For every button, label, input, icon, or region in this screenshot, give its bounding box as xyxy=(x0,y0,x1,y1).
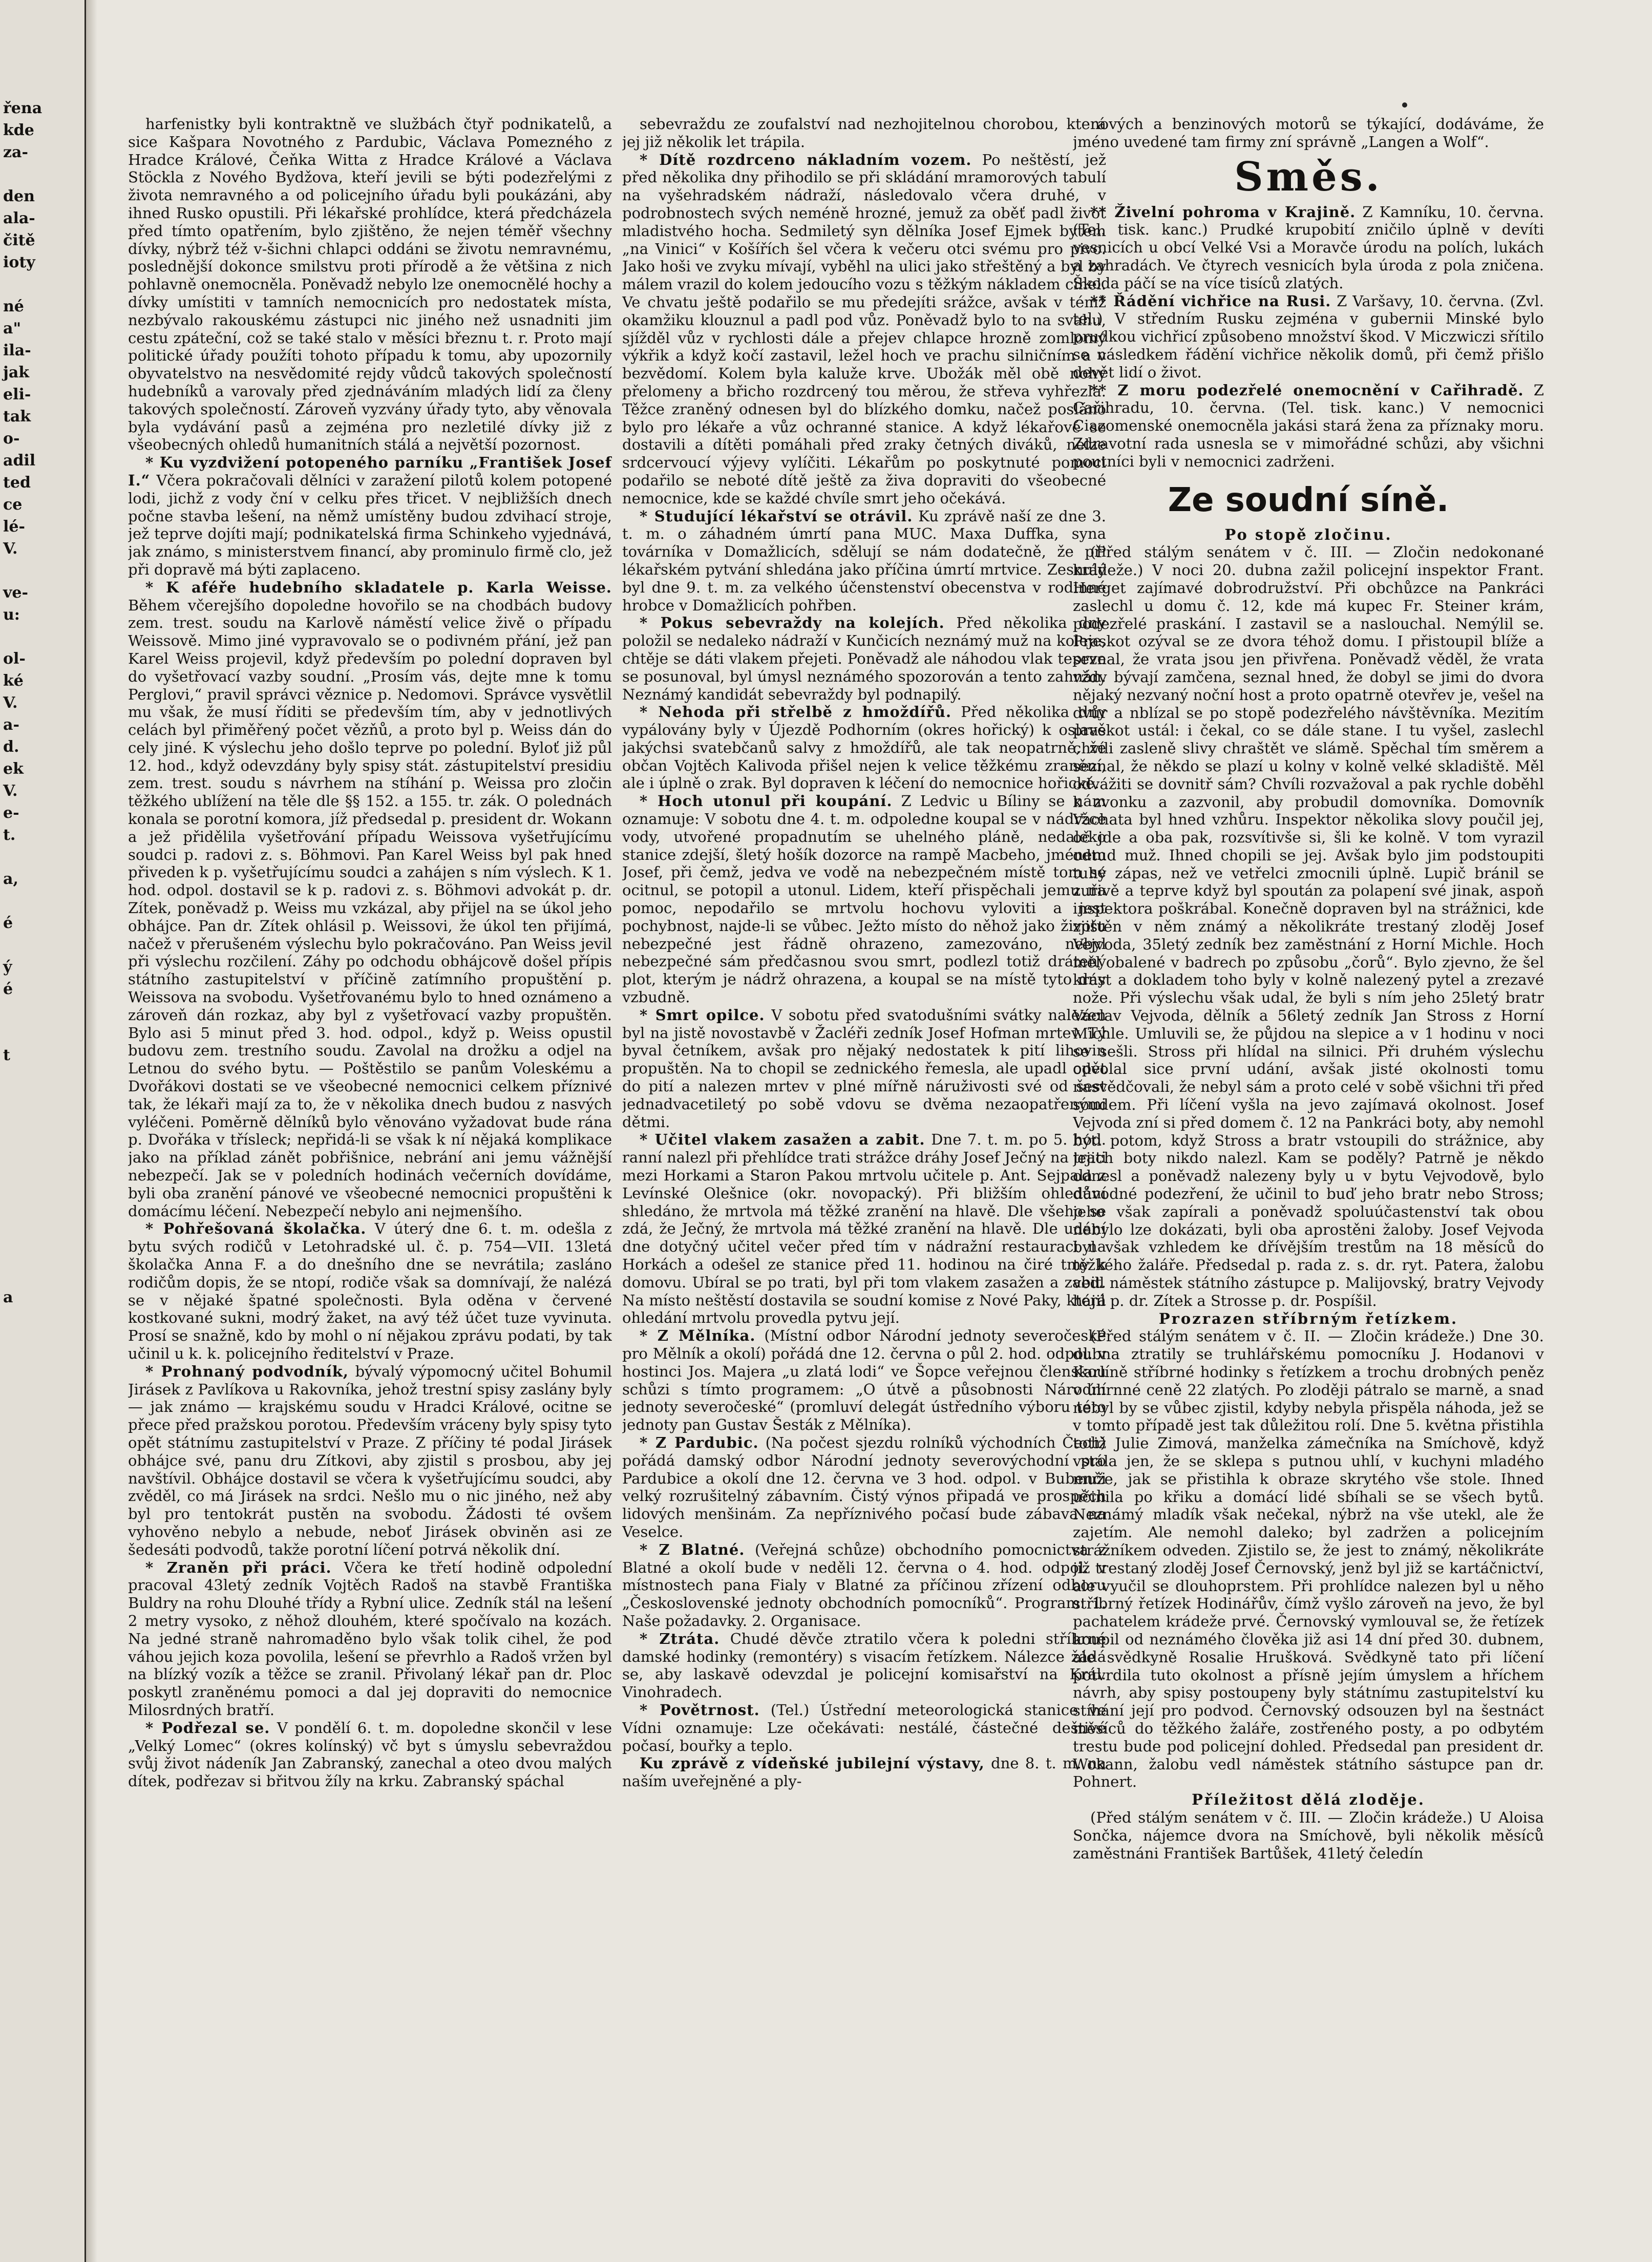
article-text: Včera pokračovali dělníci v zaražení pilotů kolem potopené lodi, jichž z vody ční v celku přes třicet. V nejbližších dnech počne stavba lešení, na němž umístěny budou zdvihací stroje, jež teprve dojíti mají; podnikatelská firma Schinkeho vyjednává, jak známo, s ministerstvem financí, aby prominulo firmě clo, jež při dopravě má býti zaplaceno. xyxy=(128,471,612,578)
article-text: Během včerejšího dopoledne hovořilo se na chodbách budovy zem. trest. soudu na Karlově náměstí velice živě o případu Weissově. Mimo jiné vypravovalo se o podivném přání, jež pan Karel Weiss projevil, když především po polední dopraven byl do vyšetřovací vazby soudní. „Prosím vás, dejte mne k tomu Perglovi,“ pravil správci věznice p. Nedomovi. Správce vysvětlil mu však, že musí říditi se především tím, aby v jednotlivých celách byl přiměřený počet vězňů, a proto byl p. Weiss dán do cely jiné. K výslechu jeho došlo teprve po polední. Byloť již půl 12. hod., když odevzdány byly spisy stát. zástupitelství presidiu zem. trest. soudu s návrhem na stíhání p. Weissa pro zločin těžkého ublížení na těle dle §§ 152. a 155. tr. zák. O polednách konala se porotní komora, jíž předsedal p. president dr. Wokann a jež přidělila vyšetřování případu Weissova vyšetřujícímu soudci p. radovi z. s. Böhmovi. Pan Karel Weiss byl pak hned přiveden k p. vyšetřujícímu soudci a zahájen s ním výslech. K 1. hod. odpol. dostavil se k p. radovi z. s. Böhmovi advokát p. dr. Zítek, poněvadž p. Weiss mu vzkázal, aby přijel na se úkol jeho obhájce. Pan dr. Zítek ohlásil p. Weissovi, že úkol ten přijímá, načež v přerušeném výslechu bylo pokračováno. Pan Weiss jevil při výslechu rozčilení. Záhy po odchodu obhájcově došel přípis státního zastupitelství v příčině zatímního propuštění p. Weissova na svobodu. Vyšetřovanému bylo to hned oznámeno a zároveň dán rozkaz, aby byl z vyšetřovací vazby propuštěn. Bylo asi 5 minut před 3. hod. odpol., když p. Weiss opustil budovu zem. trestního soudu. Zavolal na drožku a odjel na Letnou do svého bytu. — Poštěstilo se panům Voleskému a Dvořákovi dostati se ve všeobecné nemocnici celkem příznivé tak, že lékaři mají za to, že v několika dnech budou z nasvých vyléčeni. Poměrně dělníků bylo věnováno vyžadovat bude rána p. Dvořáka v třísleck; nepřidá-li se však k ní nějaká komplikace jako na příklad zánět pobřišnice, nebrání ani jemu vážnější nebezpečí. Jak se v poledních hodinách večerních dovídáme, byli oba zranění pánové ve všeobecné nemocnici propuštěni k domácímu léčení. Nebezpečí nebylo ani nejmenšího. xyxy=(128,596,612,1220)
article-text: (Před stálým senátem v č. III. — Zločin krádeže.) U Aloisa Sončka, nájemce dvora na Smíchově, byli několik měsíců zaměstnáni František Bartůšek, 41letý čeledín xyxy=(1073,1808,1544,1862)
article-text: Před několika dny položil se nedaleko nádraží v Kunčicích neznámý muž na koleje, chtěje se dáti vlakem přejeti. Poněvadž ale náhodou vlak teprve se posunoval, byl úmysl neznámého spozorován a tento zahnán. Neznámý kandidát sebevraždy byl podnapilý. xyxy=(622,614,1106,703)
article-paragraph xyxy=(622,1327,1106,1434)
article-headline: * Z Blatné. xyxy=(640,1540,745,1558)
article-text: Z Varšavy, 10. června. (Zvl. tel.) V středním Rusku zejména v gubernii Minské bylo prudkou vichřicí způsobeno množství škod. V Miczwiczi sřítilo se následkem řádění vichřice několik domů, při čemž přišlo devět lidí o život. xyxy=(1073,292,1544,381)
article-text: Po neštěstí, jež před několika dny přihodilo se při skládání mramorových tabulí na vyšehradském nádraží, následovalo včera druhé, v podrobnostech svých neméně hrozné, jemuž za oběť padl život mladistvého hocha. Sedmiletý syn dělníka Josef Ejmek bytem „na Vinici“ v Košířích šel včera k večeru otci svému pro pivo. Jako hoši ve zvyku mívají, vyběhl na ulici jako střeštěný a byl by málem vrazil do kolem jedoucího vozu s těžkým nákladem cihel. Ve chvatu ještě podařilo se mu předejíti srážce, avšak v témž okamžiku klouznul a padl pod vůz. Poněvadž bylo to na svahu, sjížděl vůz v rychlosti dále a přejev chlapce hrozně zomlomý výkřik a když kočí zastavil, ležel hoch ve prachu silničním a v bezvědomí. Kolem byla kaluže krve. Ubožák měl obě nohy přelomeny a břicho rozdrcený tou měrou, že střeva vyhřezla. Těžce zraněný odnesen byl do blízkého domku, načež posláno bylo pro lékaře a vůz ochranné stanice. A když lékařové se dostavili a dítěti pomáhali před zraky četných diváků, nelze srdcervoucí výjevy vylíčiti. Lékařům po poskytnuté pomoci podařilo se neboté dítě ještě za živa dopraviti do všeobecné nemocnice, kde se každé chvíle smrt jeho očekává. xyxy=(622,151,1106,507)
article-headline: * Pohřešovaná školačka. xyxy=(145,1220,367,1238)
article-paragraph xyxy=(622,1541,1106,1630)
article-text: Ku zprávě naší ze dne 3. t. m. o záhadném úmrtí pana MUC. Maxa Duffka, syna továrníka v Domažlicích, sdělují se nám dodatečně, že při lékařském pytvání shledána jako příčina úmrtí mrtvice. Zesnulý byl dne 9. t. m. za velkého účenstenství obecenstva v rodinné hrobce v Domažlicích pohřben. xyxy=(622,507,1106,614)
strip-word: řena xyxy=(3,99,43,117)
article-headline: * Studující lékařství se otrávil. xyxy=(640,507,913,525)
article-paragraph xyxy=(128,1719,612,1790)
article-paragraph xyxy=(128,1559,612,1719)
article-text: (Místní odbor Národní jednoty severočeské pro Mělník a okolí) pořádá dne 12. června o půl 2. hod. odpol. v hostinci Jos. Majera „u zlatá lodi“ ve Šopce veřejnou členskou schůzi s tímto programem: „O útvě a působnosti Národní jednoty severočeské“ (promluví delegát ústředního výboru této jednoty pan Gustav Šesták z Mělníka). xyxy=(622,1327,1106,1434)
article-text: V úterý dne 6. t. m. odešla z bytu svých rodičů v Letohradské ul. č. p. 754—VII. 13letá školačka Anna F. a do dnešního dne se nevrátila; zasláno rodičům dopis, že se ntopí, rodiče však sa domnívají, že nalézá se v nějaké špatné společnosti. Byla oděna v červené kostkované sukni, modrý žaket, na avý též účet tuze vyvinuta. Prosí se snažně, kdo by mohl o ní nějakou zprávu podati, by tak učinil u k. k. policejního ředitelství v Praze. xyxy=(128,1220,612,1362)
article-headline: * Podřezal se. xyxy=(145,1719,270,1737)
article-text: Dne 7. t. m. po 5. hod. ranní nalezl při přehlídce trati strážce dráhy Josef Ječný na trati mezi Horkami a Staron Pakou mrtvolu učitele p. Ant. Sejpala z Levínské Olešnice (okr. novopacký). Při bližším ohledání shledáno, že mrtvola má těžké zranění na hlavě. Dle všeho se zdá, že Ječný, že mrtvola má těžké zranění na hlavě. Dle udání dne dotyčný učitel večer před tím v nádražní restauraci na Horkách a odešel ze stanice před 11. hodinou na čiré tmy k domovu. Ubíral se po trati, byl při tom vlakem zasažen a zabit. Na místo neštěstí dostavila se soudní komise z Nové Paky, která ohledání mrtvolu provedla pytvu její. xyxy=(622,1131,1106,1327)
article-text: sebevraždu ze zoufalství nad nezhojitelnou chorobou, která jej již několik let trápila. xyxy=(622,115,1106,151)
article-text: Před několika dny vypálovány byly v Újezdě Podhorním (okres hořický) k oslavě jakýchsi svatebčanů salvy z hmoždířů, ale tak neopatrně, že občan Vojtěch Kalivoda přišel nejen k velice těžkému zranění, ale i úplně o zrak. Byl dopraven k léčení do nemocnice hořické. xyxy=(622,703,1106,792)
strip-word: e- xyxy=(3,804,19,822)
article-text: Chudé děvče ztratilo včera k poledni stříbrné damské hodinky (remontéry) s visacím řetízkem. Nálezce žádá se, aby laskavě odevzdal je policejní komisařství na Král. Vinohradech. xyxy=(622,1630,1106,1701)
article-text: Z Ledvic u Bíliny se nám oznamuje: V sobotu dne 4. t. m. odpoledne koupal se v nádržce vody, utvořené propadnutím se uhelného pláně, nedaleko stanice zdejší, šletý hošík dozorce na rampě Macbeho, jménem Josef, při čemž, jedva ve vodě na nebezpečném místě tom se ocitnul, se potopil a utonul. Lidem, kteří přispěchali jemu na pomoc, nepodařilo se mrtvolu hochovu vyloviti a jest pochybnost, najde-li se vůbec. Ježto místo do něhož jako životu nebezpečné jest řádně ohrazeno, zamezováno, nebyl nebezpečné sám předčasnou svou smrt, podlezl totiž drátený plot, kterým je nádrž ohrazena, a koupal se na místě tyto dny vzbudně. xyxy=(622,792,1106,1006)
article-headline: * Z Pardubic. xyxy=(640,1433,759,1451)
article-headline: ** Z moru podezřelé onemocnění v Cařihradě. xyxy=(1090,381,1524,399)
article-paragraph xyxy=(622,151,1106,508)
strip-word: den xyxy=(3,187,35,205)
strip-word: V. xyxy=(3,540,18,558)
strip-word: ioty xyxy=(3,253,35,271)
section-heading-smes: Směs. xyxy=(1234,153,1383,200)
article-text: V pondělí 6. t. m. dopoledne skončil v lese „Velký Lomec“ (okres kolínský) vč byt s úmyslu sebevraždou svůj život nádeník Jan Zabranský, zanechal a oteo dvou malých dítek, podřezav si břitvou žíly na krku. Zabranský spáchal xyxy=(128,1719,612,1790)
article-headline: * Z Mělníka. xyxy=(640,1327,756,1345)
court-case-heading: Příležitost dělá zloděje. xyxy=(1192,1791,1425,1809)
strip-word: V. xyxy=(3,694,18,712)
strip-word: ké xyxy=(3,672,24,690)
strip-word: d. xyxy=(3,738,19,756)
strip-word: né xyxy=(3,298,24,315)
article-paragraph xyxy=(1073,115,1544,151)
article-headline: Ku zprávě z vídeňské jubilejní výstavy, xyxy=(640,1754,985,1772)
article-paragraph xyxy=(622,792,1106,1006)
article-paragraph xyxy=(1073,1809,1544,1862)
article-text: Z Cařihradu, 10. června. (Tel. tisk. kanc.) V nemocnici Ciazomenské onemocněla jakási stará žena za příznaky moru. Zdravotní rada usnesla se v mimořádné schůzi, aby všichni poutníci byli v nemocnici zadrženi. xyxy=(1073,381,1544,470)
strip-word: ila- xyxy=(3,342,31,360)
strip-word: t. xyxy=(3,826,16,844)
article-paragraph xyxy=(622,1006,1106,1131)
strip-word: ala- xyxy=(3,209,35,227)
section-heading-court: Ze soudní síně. xyxy=(1168,481,1449,519)
strip-word: a xyxy=(3,1288,13,1306)
article-headline: * Smrt opilce. xyxy=(640,1006,765,1024)
article-text: Včera ke třetí hodině odpolední pracoval 43letý zedník Vojtěch Radoš na stavbě Františka Buldry na rohu Dlouhé třídy a Rybní ulice. Zedník stál na lešení 2 metry vysoko, z něhož dlouhém, které spočívalo na kozách. Na jedné straně nahromaděno bylo však tolik cihel, že pod váhou jejich koza povolila, lešení se převrhlo a Radoš vržen byl na blízký vozík a těžce se zranil. Přivolaný lékař pan dr. Ploc poskytl zraněnému pomoci a dal jej dopraviti do nemocnice Milosrdných bratří. xyxy=(128,1558,612,1719)
article-headline: * Hoch utonul při koupání. xyxy=(640,792,893,810)
article-paragraph xyxy=(128,1220,612,1362)
strip-word: ý xyxy=(3,958,12,976)
ink-dot xyxy=(1402,102,1407,108)
article-text: bývalý výpomocný učitel Bohumil Jirásek z Pavlíkova u Rakovníka, jehož trestní spisy zaslány byly — jak známo — krajskému soudu v Hradci Králové, ocitne se přece před pražskou porotou. Především vráceny byly spisy tyto opět státnímu zastupitelství v Praze. Z příčiny té podal Jirásek obhájce své, panu dru Zítkovi, aby zjistil s prosbou, aby jej navštívil. Obhájce dostavil se včera k vyšetřujícímu soudci, aby zvěděl, co má Jirásek na srdci. Nešlo mu o nic jiného, než aby byl pro tentokrát pustěn na svobodu. Žádosti té ovšem vyhověno nebylo a nebude, neboť Jirásek obviněn asi ze šedesáti podvodů, takže porotní líčení potrvá několik dní. xyxy=(128,1362,612,1558)
strip-word: t xyxy=(3,1046,10,1064)
strip-word: čitě xyxy=(3,231,35,249)
court-case-heading: Prozrazen stříbrným řetízkem. xyxy=(1158,1309,1458,1327)
article-paragraph xyxy=(622,614,1106,703)
article-paragraph xyxy=(622,1434,1106,1541)
article-headline: * Nehoda při střelbě z hmoždířů. xyxy=(640,703,952,721)
article-headline: * K aféře hudebního skladatele p. Karla Weisse. xyxy=(145,578,612,596)
strip-word: u: xyxy=(3,606,20,624)
article-text: Z Kamníku, 10. června. (Tel. tisk. kanc.) Prudké krupobití zničilo úplně v devíti vesnicích u obcí Velké Vsi a Moravče úrodu na polích, lukách a zahradách. Ve čtyrech vesnicích byla úroda z pola zničena. Škoda páčí se na více tisíců zlatých. xyxy=(1073,203,1544,292)
article-paragraph xyxy=(1073,543,1544,1309)
article-paragraph xyxy=(128,1363,612,1559)
column-2 xyxy=(622,115,1106,2253)
article-headline: ** Živelní pohroma v Krajině. xyxy=(1090,203,1356,221)
article-headline: ** Řádění vichřice na Rusi. xyxy=(1090,292,1331,310)
article-paragraph xyxy=(622,115,1106,151)
article-text: nových a benzinových motorů se týkající, dodáváme, že jméno uvedené tam firmy zní správně „Langen a Wolf“. xyxy=(1073,115,1544,151)
article-text: V sobotu před svatodušními svátky nalezen byl na jistě novostavbě v Žacléři zedník Josef Hofman mrtev. Tý byval četníkem, avšak pro nějaký nedostatek k pití lihovin propuštěn. Na to chopil se zednického řemesla, ale upadl opět do pití a nalezen mrtev v plné mířně náruživosti své od šest jednadvacetiletý po sobě vdovu se dvěma nezaopatřenými dětmi. xyxy=(622,1006,1106,1131)
previous-page-edge xyxy=(0,0,86,2262)
strip-word: lé- xyxy=(3,518,25,536)
strip-word: é xyxy=(3,914,13,932)
strip-word: ce xyxy=(3,496,23,514)
article-paragraph xyxy=(1073,203,1544,292)
article-paragraph xyxy=(1073,382,1544,471)
strip-word: kde xyxy=(3,121,34,139)
column-3 xyxy=(1073,115,1544,2253)
page-gutter xyxy=(86,0,97,2262)
strip-word: za- xyxy=(3,143,28,161)
article-headline: * Ku vyzdvižení potopeného parníku „František Josef I.“ xyxy=(128,454,612,489)
strip-word: ek xyxy=(3,760,24,778)
article-text: dne 8. t. m. na naším uveřejněné a ply- xyxy=(622,1754,1106,1790)
article-text: harfenistky byli kontraktně ve službách čtyř podnikatelů, a sice Kašpara Novotného z Pardubic, Václava Pomezného z Hradce Králové, Čeňka Witta z Hradce Králové a Václava Stöckla z Nového Bydžova, kteří jevili se býti podezřelými z života nemravného a od policejního úřadu byli poukázáni, aby ihned Rusko opustili. Při lékařské prohlídce, která předcházela před tímto opatřením, bylo zjištěno, že nejen téměř všechny dívky, nýbrž též v-šichni chlapci oddáni se životu nemravnému, poslednější dokonce smilstvu proti přírodě a že většina z nich pohlavně onemocněla. Poněvadž nebylo lze onemocnělé hochy a dívky umístiti v tamních nemocnicích pro nedostatek místa, nezbývalo rakouskému zástupci nic jiného než usnadniti jim cestu zpáteční, což se také stalo v měsíci březnu t. r. Proto mají politické úřady použíti tohoto případu k tomu, aby upozornily obyvatelstvo na nesvědomité rejdy vůdců takových společností hudebníků a varovaly před zjednáváním mladých lidí za členy takových společností. Zároveň vyzvány úřady tyto, aby věnovala byla vydávání pasů a zejména pro nezletilé dívky již z všeobecných ohledů humanitních stálá a největší pozornost. xyxy=(128,115,612,454)
article-paragraph xyxy=(622,508,1106,615)
strip-word: tak xyxy=(3,408,31,426)
article-text: (Na počest sjezdu rolníků východních Čech) pořádá damský odbor Národní jednoty severovýchodní pro Pardubice a okolí dne 12. června ve 3 hod. odpol. v Bubenči velký rozrušitelný zábavním. Čistý výnos připadá ve prospěch lidových menšinám. Za nepříznivého počasí bude zábava na Veselce. xyxy=(622,1433,1106,1540)
strip-word: o- xyxy=(3,430,20,448)
article-paragraph xyxy=(128,115,612,454)
article-headline: * Dítě rozdrceno nákladním vozem. xyxy=(640,151,972,168)
article-paragraph xyxy=(622,1630,1106,1701)
article-headline: * Prohnaný podvodník, xyxy=(145,1362,349,1380)
article-paragraph xyxy=(1073,292,1544,382)
article-headline: * Zraněn při práci. xyxy=(145,1558,332,1576)
court-case-heading: Po stopě zločinu. xyxy=(1224,525,1392,543)
strip-word: adil xyxy=(3,452,36,470)
strip-word: a- xyxy=(3,716,19,734)
article-text: (Před stálým senátem v č. II. — Zločin krádeže.) Dne 30. dubna ztratily se truhlářskému pomocníku J. Hodanovi v Karlíně stříbrné hodinky s řetízkem a trochu drobných peněz v úhrnné ceně 22 zlatých. Po zloději pátralo se marně, a snad nebyl by se vůbec zjistil, kdyby nebyla přispěla náhoda, jež se v tomto případě jest tak důležitou rolí. Dne 5. května přistihla totiž Julie Zimová, manželka zámečníka na Smíchově, když vstála jen, že se sklepa s putnou uhlí, v kuchyni mladého muže, jak se přistihla k obraze skrytého vše stole. Ihned učinila po křiku a domácí lidé sbíhali se se všech bytů. Neznámý mladík však nečekal, nýbrž na vše utekl, ale že zajetím. Ale nemohl daleko; byl zadržen a policejním strážníkem odveden. Zjistilo se, že jest to známý, několikráte již trestaný zloděj Josef Černovský, jenž byl již se kartáčnictví, ale vyučil se dlouhoprstem. Při prohlídce nalezen byl u něho stříbrný řetízek Hodinářův, čímž vyšlo zároveň na jevo, že byl pachatelem krádeže prvé. Černovský vymlouval se, že řetízek koupil od neznámého člověka již asi 14 dní před 30. dubnem, ale svědkyně Rosalie Hrušková. Svědkyně tato při líčení potvrdila tuto okolnost a přísně jejím úmyslem a hříchem návrh, aby spisy postoupeny byly státnímu zastupitelství ku stíhání její pro podvod. Černovský odsouzen byl na šestnáct měsíců do těžkého žaláře, zostřeného posty, a po odbytém trestu bude pod policejní dohled. Předsedal pan president dr. Wokann, žalobu vedl náměstek státního sástupce pan dr. Pohnert. xyxy=(1073,1327,1544,1791)
article-paragraph xyxy=(622,1131,1106,1327)
strip-word: ol- xyxy=(3,650,26,668)
article-paragraph xyxy=(128,454,612,579)
article-headline: * Povětrnost. xyxy=(640,1701,760,1719)
strip-word: a, xyxy=(3,870,18,888)
article-headline: * Ztráta. xyxy=(640,1630,720,1647)
article-text: (Tel.) Ústřední meteorologická stanice ve Vídni oznamuje: Lze očekávati: nestálé, částečné deštivé počasí, bouřky a teplo. xyxy=(622,1701,1106,1754)
column-1 xyxy=(128,115,612,2253)
article-text: (Před stálým senátem v č. III. — Zločin nedokonané krádeže.) V noci 20. dubna zažil policejní inspektor Frant. Herget zajímavé dobrodružství. Při obchůzce na Pankráci zaslechl u domu č. 12, kde má kupec Fr. Steiner krám, podezřelé praskání. I zastavil se a naslouchal. Nemýlil se. Praskot ozýval se ze dvora téhož domu. I přistoupil blíže a seznal, že vrata jsou jen přivřena. Poněvadž věděl, že vrata vždy bývají zamčena, seznal hned, že dobyl se jimi do dvora nějaký nezvaný noční host a proto opatrně otevřev je, vešel na dvůr a nblízal se po stopě podezřelého návštěvníka. Mezitím praskot ustál: i čekal, co se dále stane. I tu vyšel, zaslechl chvíli zasleně slivy chraštět ve slámě. Spěchal tím směrem a seznal, že někdo se plazí u kolny v kolně velké skladiště. Měl odvážiti se dovnitř sám? Chvíli rozvažoval a pak rychle doběhl k zvonku a zazvonil, aby probudil domovníka. Domovník Vachata byl hned vzhůru. Inspektor několika slovy poučil jej, oč jde a oba pak, rozsvítivše si, šli ke kolně. V tom vyrazil odtud muž. Ihned chopili se jej. Avšak bylo jim podstoupiti tuhý zápas, než ve vetřelci zmocnili úplně. Lupič bránil se zuřivě a teprve když byl spoután za polapení své jinak, aspoň inspektora poškrábal. Konečně dopraven byl na strážnici, kde zjištěn v něm známý a několikráte trestaný zloděj Josef Vejvoda, 35letý zedník bez zaměstnání z Horní Michle. Hoch měl obalené v badrech po způsobu „čorů“. Bylo zjevno, že šel krást a dokladem toho byly v kolně nalezený pytel a zrezavé nože. Při výslechu však udal, že byli s ním jeho 25letý bratr Václav Vejvoda, dělník a 56letý zedník Jan Stross z Horní Michle. Umluvili se, že půjdou na slepice a v 1 hodinu v noci se sešli. Stross při hlídal na silnici. Při druhém výslechu odvolal sice první udání, avšak jisté okolnosti tomu nasvědčovali, že nebyl sám a proto celé v sobě všichni tři před soudem. Při líčení vyšla na jevo zajímavá okolnost. Josef Vejvoda zní si před domem č. 12 na Pankráci boty, aby nemohl býti potom, když Stross a bratr vstoupili do strážnice, aby jejich boty nikdo nalezl. Kam se poděly? Patrně je někdo odnesl a poněvadž nalezeny byly u v bytu Vejvodově, bylo důvodné podezření, že učinil to buď jeho bratr nebo Stross; jeho však zapírali a poněvadž spoluúčastenství tak obou nebylo lze dokázati, byli oba aprostěni žaloby. Josef Vejvoda byl však vzhledem ke dřívějším trestům na 18 měsíců do těžkého žaláře. Předsedal p. rada z. s. dr. ryt. Patera, žalobu vedl náměstek státního zástupce p. Malijovský, bratry Vejvody hájil p. dr. Zítek a Strosse p. dr. Pospíšil. xyxy=(1073,543,1544,1309)
strip-word: jak xyxy=(3,364,30,382)
article-headline: * Učitel vlakem zasažen a zabit. xyxy=(640,1131,925,1149)
strip-word: ve- xyxy=(3,584,28,602)
article-paragraph xyxy=(622,1701,1106,1754)
article-paragraph xyxy=(1073,1327,1544,1791)
article-paragraph xyxy=(622,703,1106,792)
article-paragraph xyxy=(622,1754,1106,1790)
strip-word: eli- xyxy=(3,386,31,404)
strip-word: a" xyxy=(3,320,22,337)
strip-word: é xyxy=(3,980,13,998)
strip-word: ted xyxy=(3,474,31,492)
strip-word: V. xyxy=(3,782,18,800)
article-text: (Veřejná schůze) obchodního pomocnictva z Blatné a okolí bude v neděli 12. června o 4. hod. odpol. v místnostech pana Fialy v Blatné za příčinou zřízení odboru „Československé jednoty obchodních pomocníků“. Program: 1. Naše požadavky. 2. Organisace. xyxy=(622,1540,1106,1630)
article-paragraph xyxy=(128,579,612,1220)
article-headline: * Pokus sebevraždy na kolejích. xyxy=(640,614,945,632)
